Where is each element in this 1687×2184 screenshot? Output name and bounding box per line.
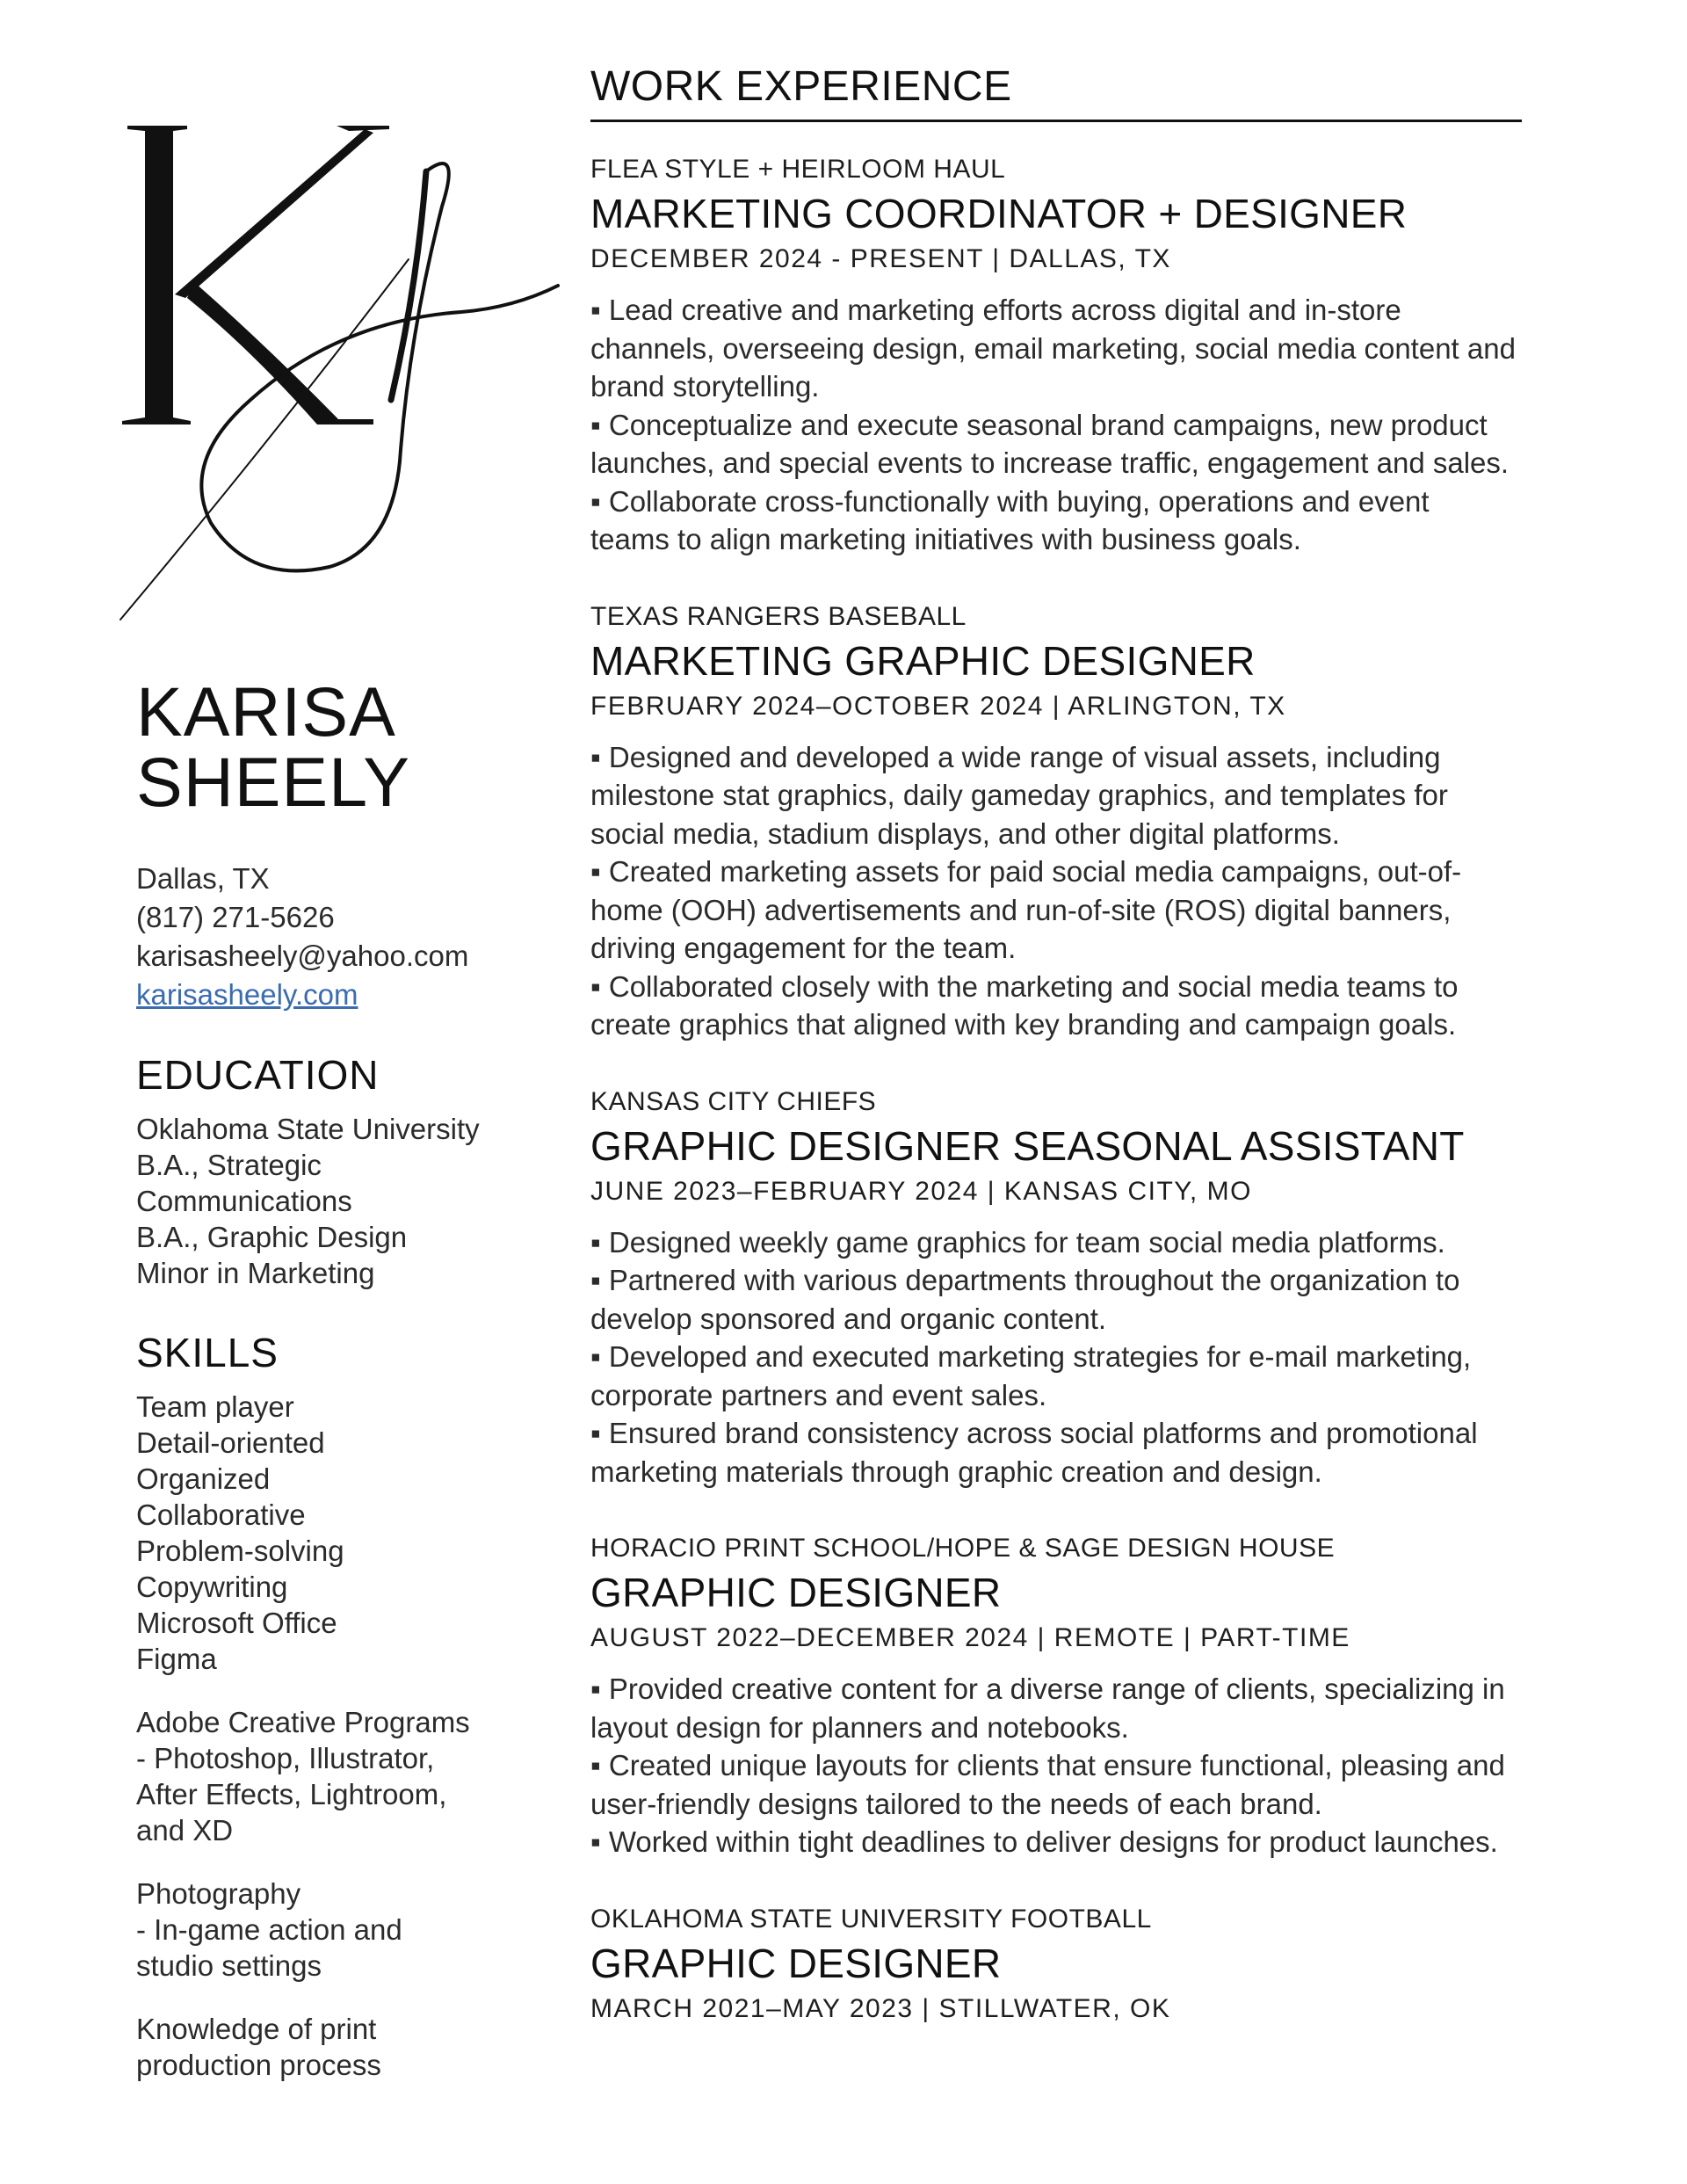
skill-item: and XD (136, 1814, 234, 1847)
skill-item: - In-game action and (136, 1913, 402, 1946)
job-line: ▪ Designed weekly game graphics for team social media platforms. (590, 1225, 1445, 1259)
job-line: brand storytelling. (590, 370, 820, 403)
job-line: social media, stadium displays, and other digital platforms. (590, 816, 1340, 850)
website-link[interactable]: karisasheely.com (136, 978, 358, 1011)
education-line: Oklahoma State University (136, 1113, 480, 1145)
skill-group-core (136, 1389, 470, 1677)
job-line: corporate partners and event sales. (590, 1378, 1047, 1411)
job-line: ▪ Ensured brand consistency across social platforms and promotional (590, 1417, 1478, 1449)
skill-item: Microsoft Office (136, 1607, 337, 1639)
work-experience-heading: WORK EXPERIENCE (590, 60, 1522, 122)
education-line: Minor in Marketing (136, 1257, 375, 1289)
job-line: ▪ Conceptualize and execute seasonal brand campaigns, new product (590, 408, 1488, 441)
job-company: TEXAS RANGERS BASEBALL (590, 601, 967, 631)
job-description (590, 291, 1557, 559)
job-line: user-friendly designs tailored to the needs of each brand. (590, 1787, 1322, 1820)
skill-item: Photography (136, 1877, 301, 1910)
job-description (590, 1670, 1557, 1861)
job-line: teams to align marketing initiatives with business goals. (590, 523, 1301, 555)
candidate-name (136, 672, 410, 821)
job-company: FLEA STYLE + HEIRLOOM HAUL (590, 155, 1006, 184)
skill-item: studio settings (136, 1949, 322, 1982)
job-description (590, 1223, 1557, 1491)
skill-item: Detail-oriented (136, 1426, 325, 1459)
job-title: GRAPHIC DESIGNER (590, 1940, 1002, 1986)
job-line: driving engagement for the team. (590, 932, 1017, 964)
job-dates-location: DECEMBER 2024 - PRESENT | DALLAS, TX (590, 244, 1171, 273)
job-company: HORACIO PRINT SCHOOL/HOPE & SAGE DESIGN HOUSE (590, 1534, 1336, 1563)
job-entry (590, 1902, 1557, 2028)
last-name: SHEELY (136, 743, 410, 821)
job-title: MARKETING COORDINATOR + DESIGNER (590, 191, 1408, 236)
job-line: ▪ Developed and executed marketing strategies for e-mail marketing, (590, 1340, 1472, 1373)
job-entry (590, 599, 1557, 1044)
job-dates-location: MARCH 2021–MAY 2023 | STILLWATER, OK (590, 1993, 1171, 2023)
job-entry (590, 152, 1557, 559)
job-line: milestone stat graphics, daily gameday graphics, and templates for (590, 779, 1448, 811)
skill-item: Team player (136, 1390, 294, 1423)
job-line: launches, and special events to increase traffic, engagement and sales. (590, 446, 1510, 479)
skill-group-adobe (136, 1704, 470, 1848)
skill-group-print (136, 2011, 470, 2083)
job-line: home (OOH) advertisements and run-of-site (ROS) digital banners, (590, 893, 1452, 926)
job-line: develop sponsored and organic content. (590, 1302, 1107, 1335)
education-line: Communications (136, 1185, 352, 1217)
skill-item: - Photoshop, Illustrator, (136, 1742, 435, 1774)
job-line: ▪ Worked within tight deadlines to deliver designs for product launches. (590, 1825, 1498, 1858)
job-line: channels, overseeing design, email marketing, social media content and (590, 331, 1516, 365)
job-entry (590, 1531, 1557, 1861)
job-line: ▪ Collaborate cross-functionally with buying, operations and event (590, 484, 1430, 518)
job-line: ▪ Collaborated closely with the marketing and social media teams to (590, 969, 1459, 1003)
job-line: ▪ Designed and developed a wide range of visual assets, including (590, 740, 1441, 773)
job-line: ▪ Partnered with various departments throughout the organization to (590, 1264, 1460, 1296)
job-line: ▪ Lead creative and marketing efforts across digital and in-store (590, 294, 1401, 326)
kj-monogram-logo (110, 110, 567, 628)
job-dates-location: AUGUST 2022–DECEMBER 2024 | REMOTE | PART-TIME (590, 1623, 1350, 1652)
skill-item: Problem-solving (136, 1535, 344, 1567)
education-line: B.A., Graphic Design (136, 1221, 408, 1253)
job-dates-location: FEBRUARY 2024–OCTOBER 2024 | ARLINGTON, TX (590, 691, 1286, 721)
email-text: karisasheely@yahoo.com (136, 940, 469, 972)
job-description (590, 738, 1557, 1044)
first-name: KARISA (136, 672, 396, 751)
phone-text: (817) 271-5626 (136, 901, 335, 933)
job-title: MARKETING GRAPHIC DESIGNER (590, 637, 1256, 684)
skill-item: production process (136, 2049, 381, 2081)
job-line: ▪ Provided creative content for a diverse range of clients, specializing in (590, 1672, 1505, 1705)
skill-item: Collaborative (136, 1498, 306, 1531)
job-line: ▪ Created marketing assets for paid social media campaigns, out-of- (590, 855, 1462, 888)
skills-section (136, 1329, 470, 2083)
job-line: create graphics that aligned with key branding and campaign goals. (590, 1008, 1457, 1041)
skill-item: Copywriting (136, 1571, 288, 1603)
education-line: B.A., Strategic (136, 1149, 322, 1181)
skills-heading: SKILLS (136, 1330, 279, 1375)
job-line: marketing materials through graphic creation and design. (590, 1455, 1322, 1488)
education-section (136, 1051, 480, 1291)
job-company: OKLAHOMA STATE UNIVERSITY FOOTBALL (590, 1904, 1152, 1934)
skill-item: Adobe Creative Programs (136, 1706, 470, 1738)
skill-item: After Effects, Lightroom, (136, 1778, 447, 1810)
skill-item: Knowledge of print (136, 2013, 377, 2045)
job-title: GRAPHIC DESIGNER (590, 1570, 1002, 1615)
education-heading: EDUCATION (136, 1052, 380, 1098)
skill-item: Organized (136, 1462, 271, 1495)
job-dates-location: JUNE 2023–FEBRUARY 2024 | KANSAS CITY, MO (590, 1176, 1252, 1206)
job-line: ▪ Created unique layouts for clients that ensure functional, pleasing and (590, 1749, 1505, 1781)
job-entry (590, 1085, 1557, 1491)
contact-info (136, 860, 468, 1014)
job-line: layout design for planners and notebooks. (590, 1710, 1129, 1744)
job-title: GRAPHIC DESIGNER SEASONAL ASSISTANT (590, 1122, 1465, 1169)
location-text: Dallas, TX (136, 862, 270, 895)
skill-item: Figma (136, 1643, 217, 1675)
work-experience-section (590, 60, 1557, 2041)
skill-group-photography (136, 1876, 470, 1984)
job-company: KANSAS CITY CHIEFS (590, 1086, 877, 1116)
